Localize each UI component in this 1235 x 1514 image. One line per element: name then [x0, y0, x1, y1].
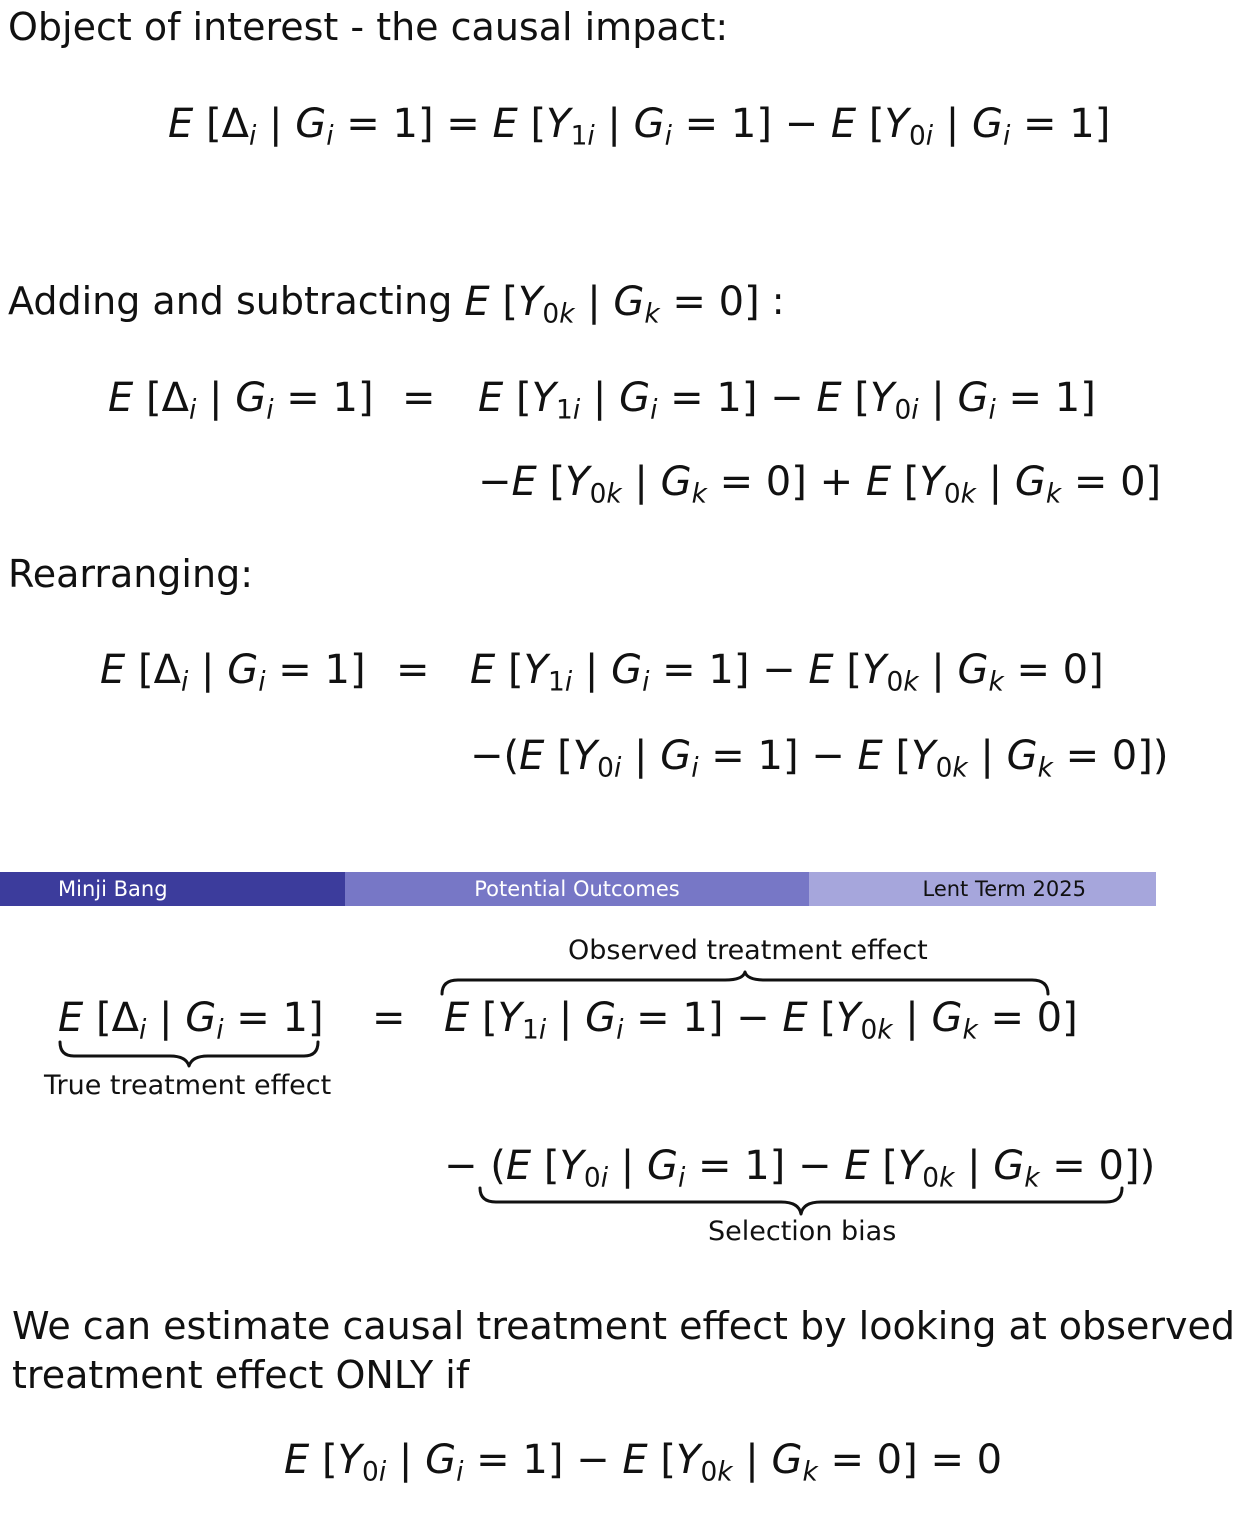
- slide-footer: [0, 872, 1156, 906]
- footer-author: Minji Bang: [0, 872, 345, 906]
- footer-title: Potential Outcomes: [345, 872, 809, 906]
- rearranging-label: Rearranging:: [8, 552, 253, 596]
- equation-2-lhs: E [$\Delta_i$ | $G_i = 1$]: [108, 375, 374, 426]
- equation-4-rhs-line2: − (E [$Y_{0i}$ | $G_i = 1] - E$ [$Y_{0k}$ | $G_k = 0$]): [444, 1143, 1156, 1194]
- equation-3-rhs-line2: −(E [$Y_{0i}$ | $G_i = 1] - E$ [$Y_{0k}$ | $G_k = 0$]): [470, 733, 1169, 784]
- true-effect-label: True treatment effect: [44, 1070, 332, 1101]
- equation-4-lhs: E [$\Delta_i$ | $G_i = 1$]: [58, 995, 324, 1046]
- footer-term: Lent Term 2025: [809, 872, 1156, 906]
- equation-3-rhs-line1: E [$Y_{1i}$ | $G_i = 1] - E$ [$Y_{0k}$ | $G_k = 0$]: [470, 647, 1104, 698]
- observed-effect-label: Observed treatment effect: [568, 935, 928, 966]
- equation-2-rhs-line2: −E [$Y_{0k}$ | $G_k = 0] + E$ [$Y_{0k}$ | $G_k = 0$]: [478, 459, 1162, 510]
- equation-causal-impact: E [$\Delta_i$ | $G_i = 1] = E$ [$Y_{1i}$ | $G_i = 1] - E$ [$Y_{0i}$ | $G_i = 1$]: [168, 101, 1111, 152]
- equation-2-rhs-line1: E [$Y_{1i}$ | $G_i = 1] - E$ [$Y_{0i}$ | $G_i = 1$]: [478, 375, 1096, 426]
- added-term-equation: E [$Y_{0k}$ | $G_k = 0$]: [464, 278, 760, 330]
- equation-4-equals: =: [372, 995, 406, 1041]
- equation-2-equals: =: [402, 375, 436, 421]
- underbrace-true-effect: [58, 1040, 320, 1068]
- adding-label: Adding and subtracting: [8, 279, 453, 323]
- selection-bias-label: Selection bias: [708, 1216, 897, 1247]
- heading-object-of-interest: Object of interest - the causal impact:: [8, 5, 729, 49]
- equation-3-equals: =: [396, 647, 430, 693]
- conclusion-line1: We can estimate causal treatment effect by looking at observed: [12, 1304, 1235, 1348]
- equation-condition: E [$Y_{0i}$ | $G_i = 1] - E$ [$Y_{0k}$ | $G_k = 0] = 0$: [284, 1437, 1003, 1488]
- adding-subtracting-line: [8, 278, 785, 330]
- conclusion-line2: treatment effect ONLY if: [12, 1353, 470, 1397]
- underbrace-selection-bias: [478, 1186, 1124, 1216]
- adding-colon: :: [771, 279, 785, 323]
- equation-3-lhs: E [$\Delta_i$ | $G_i = 1$]: [100, 647, 366, 698]
- equation-4-rhs-line1: E [$Y_{1i}$ | $G_i = 1] - E$ [$Y_{0k}$ | $G_k = 0$]: [444, 995, 1078, 1046]
